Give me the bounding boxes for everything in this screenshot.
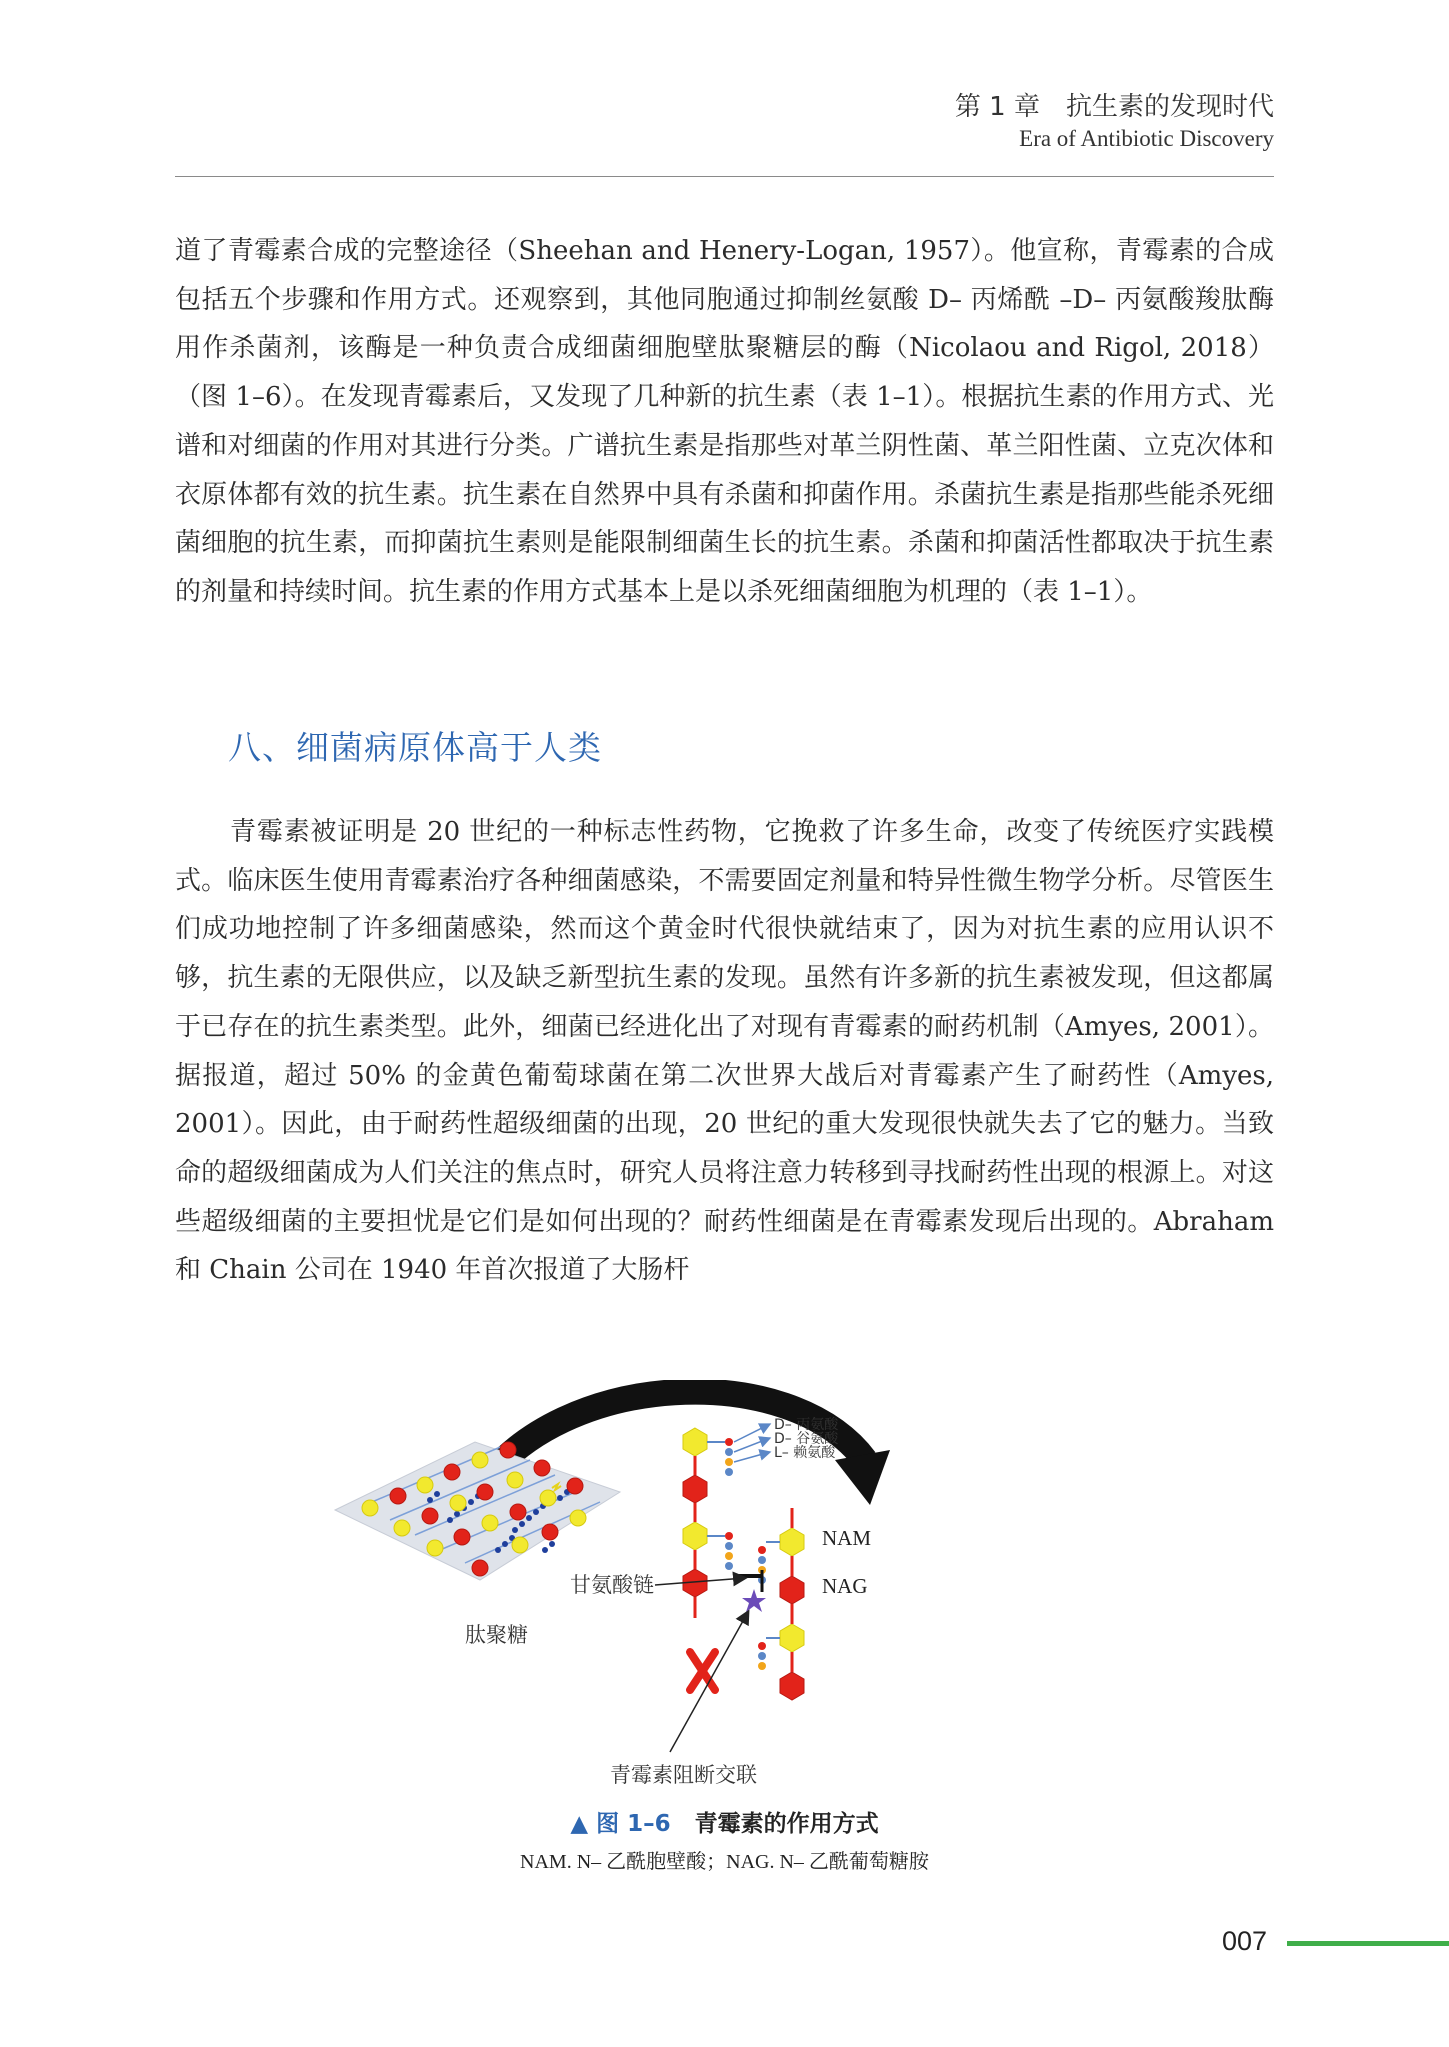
body-paragraph-1: 道了青霉素合成的完整途径（Sheehan and Henery-Logan, 1957）。他宣称，青霉素的合成包括五个步骤和作用方式。还观察到，其他同胞通过抑制丝氨酸 D– 丙烯酰 –D– 丙氨酸羧肽酶用作杀菌剂，该酶是一种负责合成细菌细胞壁肽聚糖层的酶（Nicolaou and Rigol, 2018）（图 1–6）。在发现青霉素后，又发现了几种新的抗生素（表 1–1）。根据抗生素的作用方式、光谱和对细菌的作用对其进行分类。广谱抗生素是指那些对革兰阴性菌、革兰阳性菌、立克次体和衣原体都有效的抗生素。抗生素在自然界中具有杀菌和抑菌作用。杀菌抗生素是指那些能杀死细菌细胞的抗生素，而抑菌抗生素则是能限制细菌生长的抗生素。杀菌和抑菌活性都取决于抗生素的剂量和持续时间。抗生素的作用方式基本上是以杀死细菌细胞为机理的（表 1–1）。	[175, 236, 1274, 607]
body-paragraph-2: 青霉素被证明是 20 世纪的一种标志性药物，它挽救了许多生命，改变了传统医疗实践模式。临床医生使用青霉素治疗各种细菌感染，不需要固定剂量和特异性微生物学分析。尽管医生们成功地控制了许多细菌感染，然而这个黄金时代很快就结束了，因为对抗生素的应用认识不够，抗生素的无限供应，以及缺乏新型抗生素的发现。虽然有许多新的抗生素被发现，但这都属于已存在的抗生素类型。此外，细菌已经进化出了对现有青霉素的耐药机制（Amyes, 2001）。据报道，超过 50% 的金黄色葡萄球菌在第二次世界大战后对青霉素产生了耐药性（Amyes, 2001）。因此，由于耐药性超级细菌的出现，20 世纪的重大发现很快就失去了它的魅力。当致命的超级细菌成为人们关注的焦点时，研究人员将注意力转移到寻找耐药性出现的根源上。对这些超级细菌的主要担忧是它们是如何出现的？耐药性细菌是在青霉素发现后出现的。Abraham 和 Chain 公司在 1940 年首次报道了大肠杆	[175, 817, 1275, 1286]
page-header-chapter: 第 1 章 抗生素的发现时代	[954, 92, 1274, 122]
header-divider	[175, 176, 1274, 177]
label-d-alanine: D– 丙氨酸	[774, 1417, 839, 1433]
star-icon	[742, 1589, 766, 1612]
label-glycine-chain: 甘氨酸链	[570, 1573, 654, 1597]
page-footer-bar	[1287, 1941, 1449, 1946]
big-arrow-head-icon	[835, 1450, 890, 1505]
label-d-glutamate: D– 谷氨酸	[774, 1431, 839, 1447]
figure-penicillin-mechanism	[330, 1380, 1120, 1800]
label-nag: NAG	[822, 1574, 868, 1598]
section-heading: 八、细菌病原体高于人类	[228, 728, 602, 767]
nam-hexagon-icon	[780, 1528, 804, 1556]
triangle-icon: ▲	[570, 1811, 589, 1837]
figure-note: NAM. N– 乙酰胞壁酸；NAG. N– 乙酰葡萄糖胺	[520, 1851, 929, 1873]
page-number: 007	[1222, 1926, 1268, 1956]
figure-title: 青霉素的作用方式	[694, 1811, 879, 1837]
peptide-chain-middle	[707, 1532, 733, 1570]
nag-hexagon-icon	[683, 1475, 707, 1503]
label-l-lysine: L– 赖氨酸	[774, 1445, 836, 1461]
figure-diagram	[330, 1380, 1120, 1800]
glycan-strand-right	[758, 1508, 804, 1700]
glycan-strand-left	[683, 1428, 707, 1618]
nag-hexagon-icon	[780, 1576, 804, 1604]
nam-hexagon-icon	[683, 1522, 707, 1550]
blocked-x-icon	[690, 1652, 715, 1690]
nag-hexagon-icon	[780, 1672, 804, 1700]
peptide-chain-top	[707, 1424, 770, 1476]
figure-caption	[0, 1805, 1449, 1838]
nam-hexagon-icon	[780, 1624, 804, 1652]
label-peptidoglycan: 肽聚糖	[465, 1623, 528, 1647]
peptidoglycan-lattice	[335, 1442, 620, 1580]
nam-hexagon-icon	[683, 1428, 707, 1456]
label-penicillin-block: 青霉素阻断交联	[610, 1763, 757, 1787]
page-header-subtitle: Era of Antibiotic Discovery	[1019, 126, 1274, 151]
figure-number: 图 1–6	[596, 1811, 671, 1837]
label-nam: NAM	[822, 1526, 872, 1550]
